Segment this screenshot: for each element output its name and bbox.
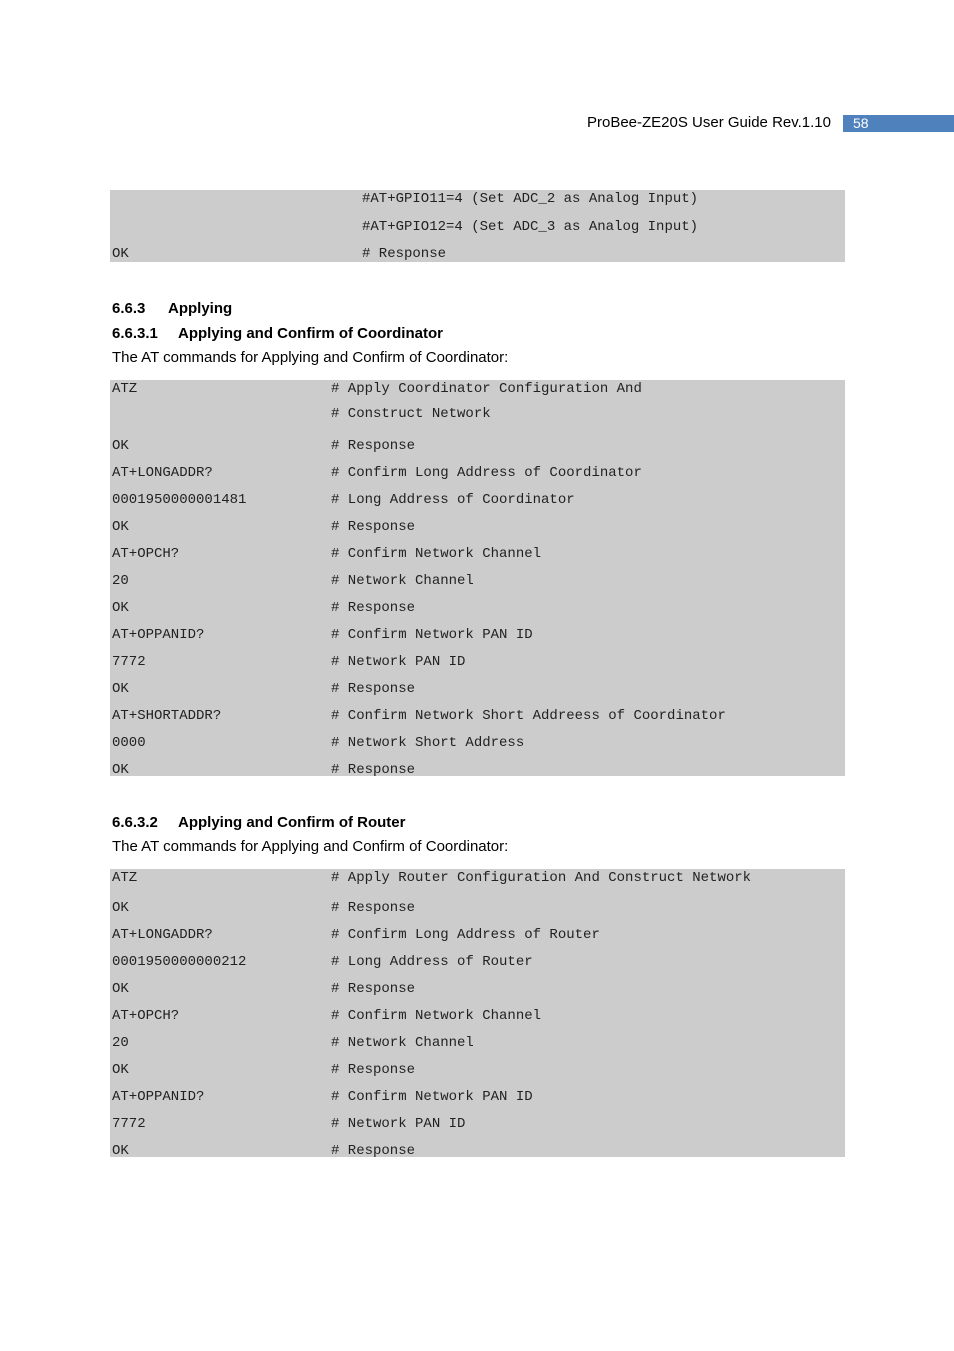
- code-command: AT+OPPANID?: [112, 1089, 205, 1105]
- code-comment: # Response: [331, 438, 416, 454]
- code-comment: # Response: [331, 1143, 416, 1159]
- code-command: AT+OPCH?: [112, 1008, 180, 1024]
- section-title: Applying: [168, 300, 233, 317]
- code-row: [110, 677, 845, 704]
- code-command: OK: [112, 981, 129, 997]
- section-heading: [112, 300, 232, 318]
- code-command: 7772: [112, 1116, 146, 1132]
- code-comment: # Network PAN ID: [331, 1116, 466, 1132]
- code-comment: # Response: [331, 762, 416, 778]
- code-command: 0001950000001481: [112, 492, 247, 508]
- code-comment: # Response: [331, 900, 416, 916]
- code-command: 20: [112, 573, 129, 589]
- section-intro: The AT commands for Applying and Confirm of Coordinator:: [112, 349, 509, 366]
- subsection-heading: [112, 325, 443, 343]
- code-row: [110, 896, 845, 923]
- code-comment: # Network Channel: [331, 1035, 474, 1051]
- code-comment: # Confirm Network Short Addreess of Coordinator: [331, 708, 726, 724]
- code-command: ATZ: [112, 381, 138, 397]
- section-number: 6.6.3.2: [112, 814, 158, 831]
- code-row: [110, 923, 845, 950]
- code-comment: # Confirm Network Channel: [331, 546, 542, 562]
- code-row: [110, 244, 845, 262]
- code-row: [110, 704, 845, 731]
- code-comment: # Response: [362, 246, 447, 262]
- code-row: [110, 515, 845, 542]
- code-comment: # Confirm Long Address of Coordinator: [331, 465, 642, 481]
- code-row: [110, 406, 845, 434]
- code-row: [110, 1058, 845, 1085]
- page-number-badge: 58: [843, 115, 954, 132]
- section-title: Applying and Confirm of Router: [178, 814, 406, 831]
- code-comment: # Apply Router Configuration And Construct Network: [331, 870, 752, 886]
- code-row: [110, 1112, 845, 1139]
- code-row: [110, 1085, 845, 1112]
- code-comment: # Network PAN ID: [331, 654, 466, 670]
- code-command: OK: [112, 1143, 129, 1159]
- code-row: [110, 434, 845, 461]
- code-row: [110, 731, 845, 758]
- code-row: [110, 1004, 845, 1031]
- code-row: [110, 650, 845, 677]
- code-command: ATZ: [112, 870, 138, 886]
- code-comment: # Long Address of Coordinator: [331, 492, 575, 508]
- code-command: OK: [112, 681, 129, 697]
- code-command: 0001950000000212: [112, 954, 247, 970]
- code-command: OK: [112, 900, 129, 916]
- code-row: [110, 977, 845, 1004]
- code-command: OK: [112, 246, 129, 262]
- code-comment: # Response: [331, 681, 416, 697]
- code-comment: # Response: [331, 600, 416, 616]
- subsection-heading: [112, 814, 405, 832]
- code-comment: # Construct Network: [331, 406, 491, 422]
- section-intro: The AT commands for Applying and Confirm of Coordinator:: [112, 838, 509, 855]
- code-row: [110, 950, 845, 977]
- code-comment: # Apply Coordinator Configuration And: [331, 381, 642, 397]
- code-comment: # Response: [331, 1062, 416, 1078]
- code-row: [110, 488, 845, 515]
- code-command: AT+OPPANID?: [112, 627, 205, 643]
- code-command: OK: [112, 762, 129, 778]
- code-row: [110, 596, 845, 623]
- code-command: OK: [112, 1062, 129, 1078]
- code-comment: # Response: [331, 519, 416, 535]
- code-command: OK: [112, 438, 129, 454]
- code-comment: # Long Address of Router: [331, 954, 533, 970]
- code-comment: # Network Channel: [331, 573, 474, 589]
- code-command: 7772: [112, 654, 146, 670]
- code-row: [110, 190, 845, 217]
- code-command: 0000: [112, 735, 146, 751]
- code-comment: #AT+GPIO12=4 (Set ADC_3 as Analog Input): [362, 219, 699, 235]
- code-row: [110, 1139, 845, 1157]
- code-row: [110, 542, 845, 569]
- code-row: [110, 461, 845, 488]
- code-command: AT+OPCH?: [112, 546, 180, 562]
- code-row: [110, 869, 845, 896]
- code-command: AT+SHORTADDR?: [112, 708, 222, 724]
- section-title: Applying and Confirm of Coordinator: [178, 325, 443, 342]
- code-row: [110, 758, 845, 778]
- code-command: 20: [112, 1035, 129, 1051]
- code-command: OK: [112, 600, 129, 616]
- code-comment: # Confirm Network PAN ID: [331, 627, 533, 643]
- code-command: OK: [112, 519, 129, 535]
- section-number: 6.6.3: [112, 300, 146, 317]
- code-block-coordinator: [110, 380, 845, 776]
- code-row: [110, 1031, 845, 1058]
- code-command: AT+LONGADDR?: [112, 465, 213, 481]
- document-header-title: ProBee-ZE20S User Guide Rev.1.10: [586, 114, 831, 131]
- code-comment: # Confirm Long Address of Router: [331, 927, 600, 943]
- code-row: [110, 569, 845, 596]
- code-block-router: [110, 869, 845, 1157]
- section-number: 6.6.3.1: [112, 325, 158, 342]
- code-comment: # Network Short Address: [331, 735, 525, 751]
- code-comment: # Confirm Network Channel: [331, 1008, 542, 1024]
- code-command: AT+LONGADDR?: [112, 927, 213, 943]
- code-block-gpio: [110, 190, 845, 262]
- code-comment: #AT+GPIO11=4 (Set ADC_2 as Analog Input): [362, 191, 699, 207]
- code-comment: # Response: [331, 981, 416, 997]
- code-row: [110, 380, 845, 406]
- code-row: [110, 217, 845, 244]
- code-comment: # Confirm Network PAN ID: [331, 1089, 533, 1105]
- code-row: [110, 623, 845, 650]
